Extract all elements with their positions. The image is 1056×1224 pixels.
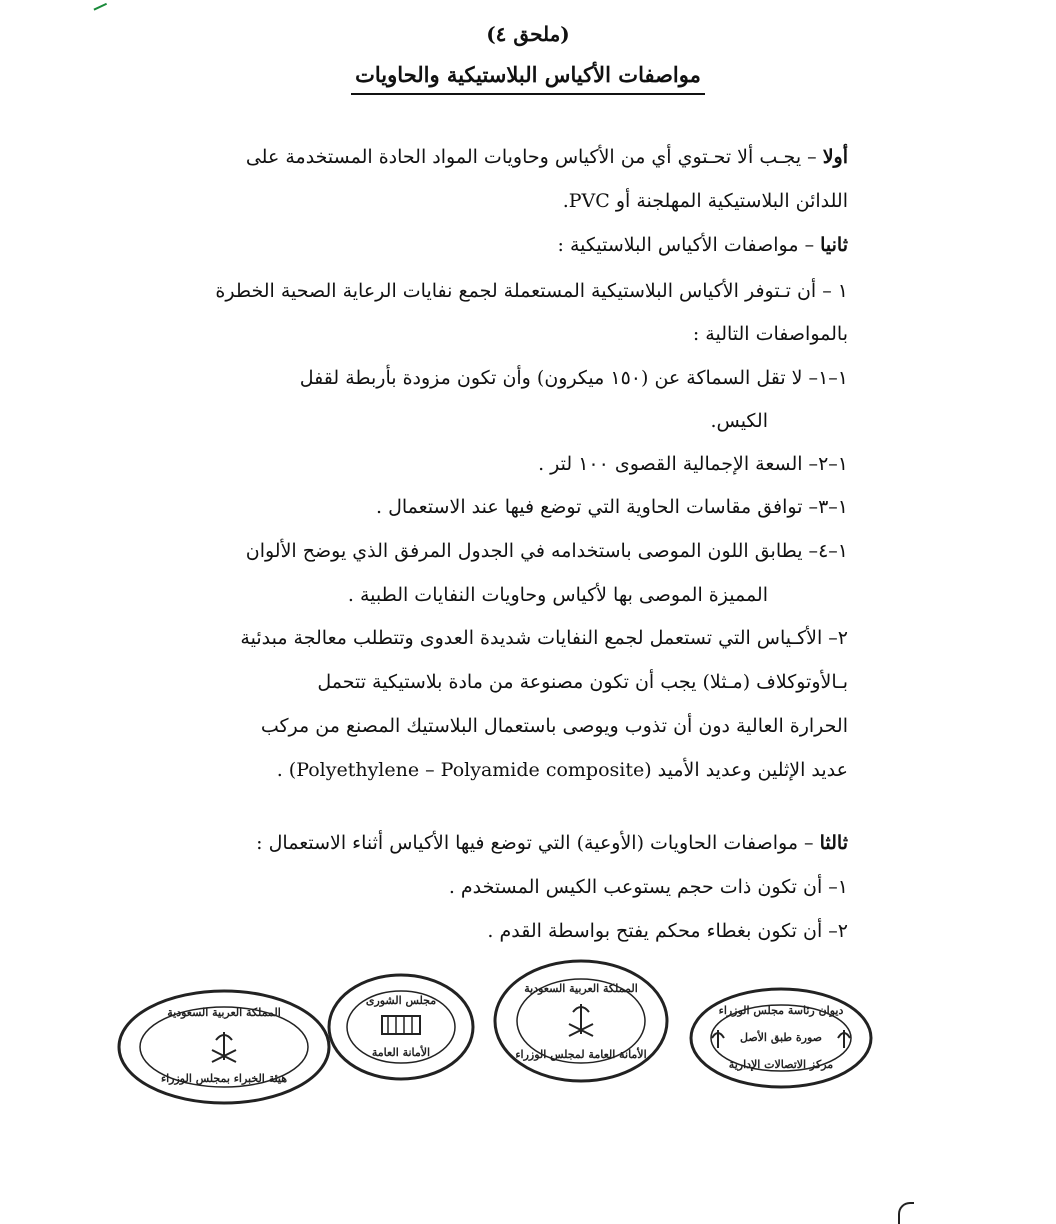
seal-experts-commission-bottom: هيئة الخبراء بمجلس الوزراء [160, 1072, 288, 1085]
item-1-1-line1: ١–١– لا تقل السماكة عن (١٥٠ ميكرون) وأن تكون مزودة بأربطة لقفل [299, 367, 848, 389]
section-second-heading: ثانيا [820, 234, 848, 256]
item-1-line1: ١ – أن تـتوفر الأكياس البلاستيكية المستعملة لجمع نفايات الرعاية الصحية الخطرة [215, 280, 848, 302]
section-third-item2: ٢– أن تكون بغطاء محكم يفتح بواسطة القدم . [487, 920, 848, 942]
section-first-text1: – يجـب ألا تحـتوي أي من الأكياس وحاويات المواد الحادة المستخدمة على [245, 146, 823, 168]
item-2-line3: الحرارة العالية دون أن تذوب ويوصى باستعمال البلاستيك المصنع من مركب [260, 715, 848, 737]
corner-pen-mark [91, 0, 107, 11]
seal-cabinet-presidency [688, 986, 874, 1090]
seal-shura-council-shape [326, 972, 476, 1082]
seal-cabinet-presidency-bottom: مركز الاتصالات الإدارية [728, 1058, 834, 1071]
document-title-text: مواصفات الأكياس البلاستيكية والحاويات [351, 62, 705, 95]
section-third-heading-line [208, 832, 848, 854]
section-second-heading-line [208, 234, 848, 256]
section-first-line2: اللدائن البلاستيكية المهلجنة أو PVC. [562, 190, 848, 212]
item-1-2: ١–٢– السعة الإجمالية القصوى ١٠٠ لتر . [538, 453, 848, 475]
document-title [0, 62, 1056, 95]
section-second-heading-rest: – مواصفات الأكياس البلاستيكية : [557, 234, 821, 256]
seal-shura-council-top: مجلس الشورى [365, 994, 437, 1007]
seal-cabinet-presidency-middle: صورة طبق الأصل [739, 1031, 822, 1044]
item-2-line1: ٢– الأكـياس التي تستعمل لجمع النفايات شديدة العدوى وتتطلب معالجة مبدئية [240, 627, 848, 649]
annex-label: (ملحق ٤) [486, 22, 570, 46]
seal-shura-council [326, 972, 476, 1082]
section-third-item1: ١– أن تكون ذات حجم يستوعب الكيس المستخدم . [448, 876, 848, 898]
seal-cabinet-presidency-top: ديوان رئاسة مجلس الوزراء [718, 1004, 844, 1017]
seal-cabinet-secretariat-top: المملكة العربية السعودية [524, 982, 638, 995]
section-first-heading: أولا [822, 146, 848, 168]
section-third-heading-rest: – مواصفات الحاويات (الأوعية) التي توضع فيها الأكياس أثناء الاستعمال : [256, 832, 820, 854]
seal-cabinet-secretariat-bottom: الأمانة العامة لمجلس الوزراء [515, 1048, 647, 1061]
item-2-line2: بـالأوتوكلاف (مـثلا) يجب أن تكون مصنوعة من مادة بلاستيكية تتحمل [317, 671, 848, 693]
item-1-3: ١–٣– توافق مقاسات الحاوية التي توضع فيها عند الاستعمال . [376, 496, 848, 518]
item-2-line4: عديد الإثلين وعديد الأميد (Polyethylene – Polyamide composite) . [276, 759, 848, 781]
bottom-pen-mark [898, 1202, 914, 1224]
seal-cabinet-secretariat-shape [492, 958, 670, 1084]
item-1-line2: بالمواصفات التالية : [692, 323, 848, 345]
seal-experts-commission [116, 988, 332, 1106]
seal-shura-council-bottom: الأمانة العامة [371, 1046, 431, 1059]
seal-experts-commission-top: المملكة العربية السعودية [167, 1006, 281, 1019]
section-third-heading: ثالثا [819, 832, 848, 854]
seal-cabinet-secretariat [492, 958, 670, 1084]
item-1-1-line2: الكيس. [710, 410, 768, 432]
item-1-4-line2: المميزة الموصى بها لأكياس وحاويات النفايات الطبية . [347, 584, 768, 606]
item-1-4-line1: ١–٤– يطابق اللون الموصى باستخدامه في الجدول المرفق الذي يوضح الألوان [245, 540, 848, 562]
section-first-line1 [208, 146, 848, 168]
